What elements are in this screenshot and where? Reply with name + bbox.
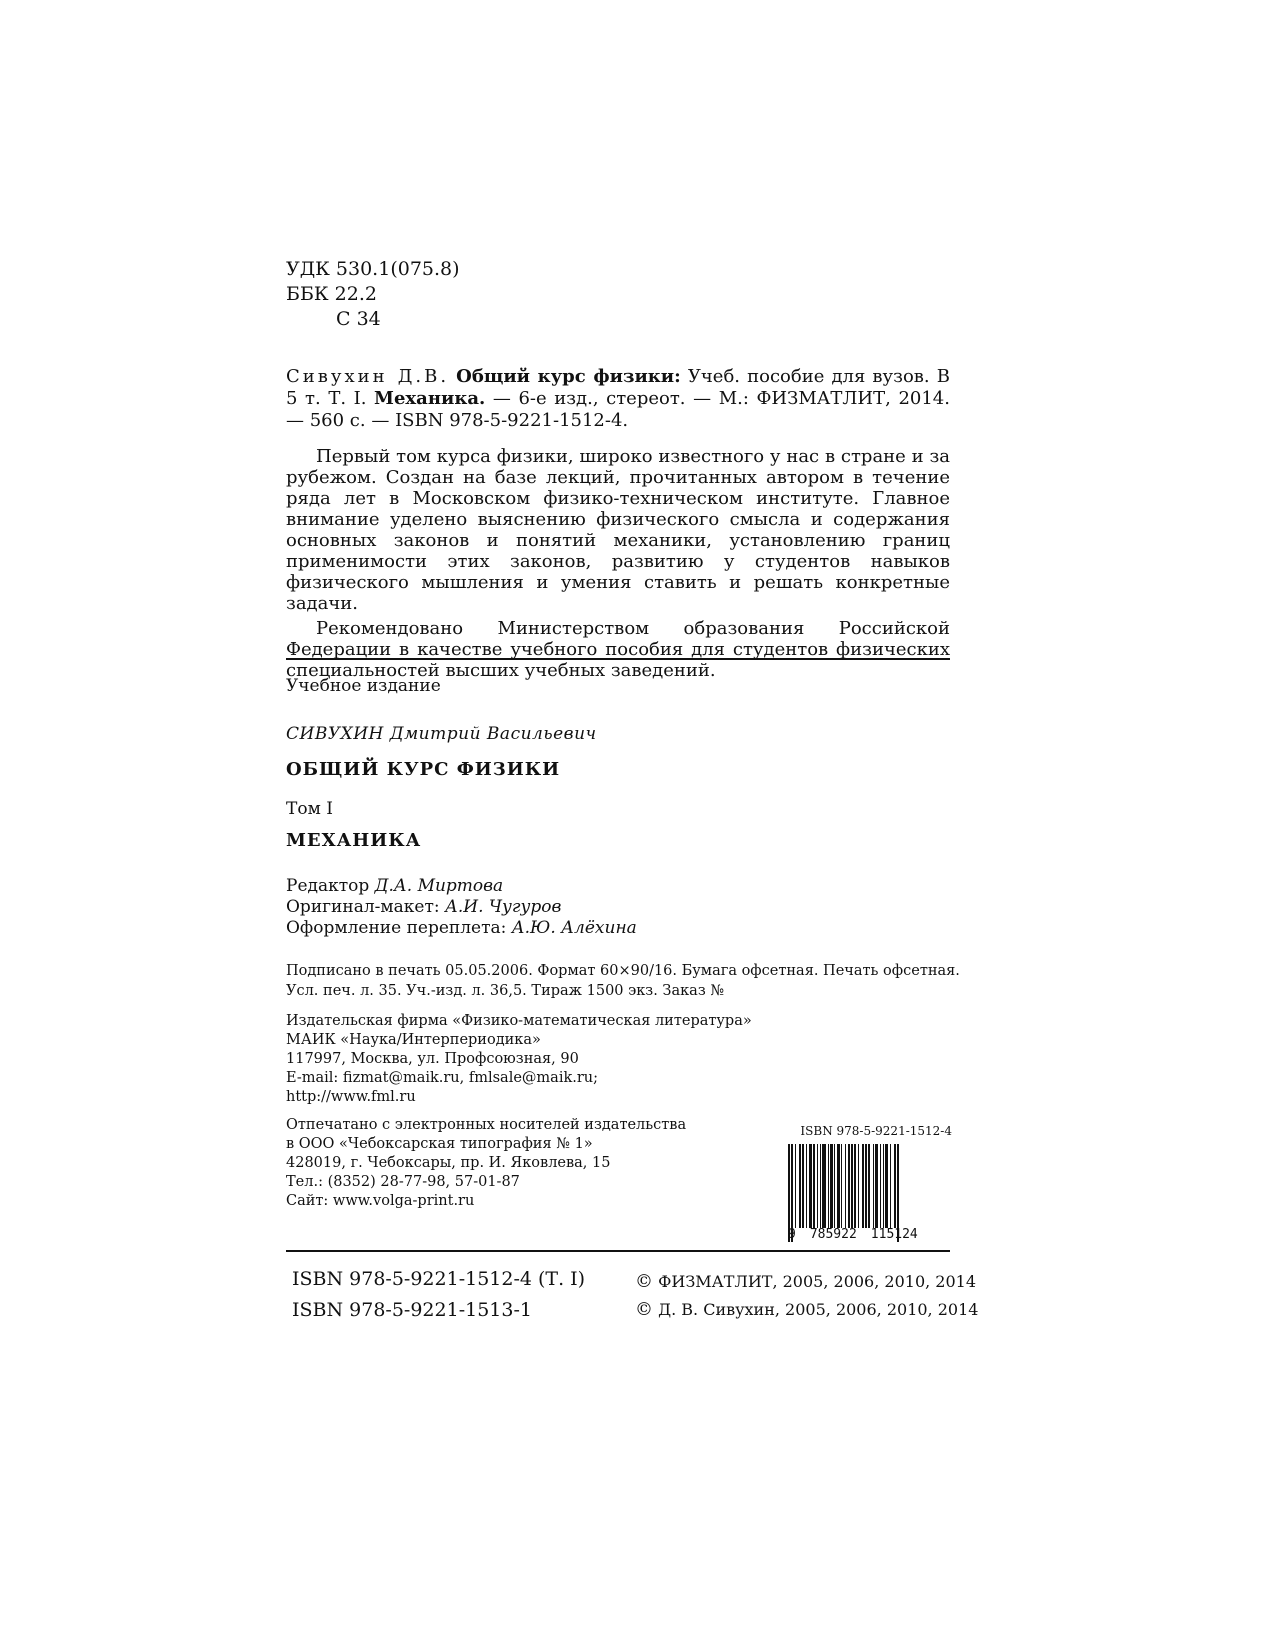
book-title: ОБЩИЙ КУРС ФИЗИКИ: [286, 759, 561, 780]
biblio-part1: Учеб. пособие для вузов. В 5 т.: [286, 366, 950, 409]
barcode-digit-first: 9: [788, 1227, 796, 1242]
copyright-icon: ©: [635, 1299, 653, 1320]
classification-codes: [286, 257, 950, 332]
edition-type: Учебное издание: [286, 676, 441, 696]
biblio-volume: Механика.: [374, 388, 486, 409]
copyright-notices: [635, 1268, 979, 1324]
publisher-info: [286, 1012, 950, 1107]
divider-bottom: [286, 1250, 950, 1252]
printer-website: Сайт: www.volga-print.ru: [286, 1193, 475, 1209]
barcode-digits: [788, 1228, 952, 1242]
bbk-code: ББК 22.2: [286, 283, 377, 305]
publisher-email: E-mail: fizmat@maik.ru, fmlsale@maik.ru;: [286, 1070, 599, 1086]
annotation-paragraph-2: Рекомендовано Министерством образования Российской Федерации в качестве учебного пособия для студентов физических специальностей высших учебных заведений.: [286, 618, 950, 681]
isbn-set: ISBN 978-5-9221-1513-1: [292, 1299, 532, 1321]
volume-label: Том I: [286, 799, 333, 819]
isbn-volume: ISBN 978-5-9221-1512-4 (Т. I): [292, 1268, 586, 1290]
barcode-digits-right: 115124: [870, 1227, 918, 1242]
publisher-line-2: МАИК «Наука/Интерпериодика»: [286, 1032, 541, 1048]
copyright-publisher-text: ФИЗМАТЛИТ, 2005, 2006, 2010, 2014: [658, 1272, 977, 1291]
copyright-author-text: Д. В. Сивухин, 2005, 2006, 2010, 2014: [658, 1300, 979, 1319]
cover-label: Оформление переплета:: [286, 918, 507, 938]
print-info-line-1: Подписано в печать 05.05.2006. Формат 60×90/16. Бумага офсетная. Печать офсетная.: [286, 963, 960, 979]
annotation: [286, 446, 950, 685]
publisher-website: http://www.fml.ru: [286, 1089, 416, 1105]
printer-phone: Тел.: (8352) 28-77-98, 57-01-87: [286, 1174, 520, 1190]
barcode-bar: [899, 1144, 900, 1228]
copyright-publisher: [635, 1268, 977, 1296]
publisher-line-3: 117997, Москва, ул. Профсоюзная, 90: [286, 1051, 579, 1067]
credit-cover: [286, 918, 950, 939]
editor-name: Д.А. Миртова: [374, 876, 504, 896]
author-code: С 34: [336, 308, 381, 330]
printer-line-1: Отпечатано с электронных носителей издательства: [286, 1117, 687, 1133]
credits: [286, 876, 950, 939]
editor-label: Редактор: [286, 876, 370, 896]
copyright-author: [635, 1296, 979, 1324]
biblio-part3: — 6-е изд., стереот. — М.: ФИЗМАТЛИТ, 2014. — 560 с. —: [286, 388, 950, 431]
layout-name: А.И. Чугуров: [444, 897, 562, 917]
credit-editor: [286, 876, 950, 897]
printer-info: [286, 1116, 706, 1211]
printer-line-3: 428019, г. Чебоксары, пр. И. Яковлева, 15: [286, 1155, 611, 1171]
barcode-digits-left: 785922: [809, 1227, 857, 1242]
cover-name: А.Ю. Алёхина: [511, 918, 637, 938]
volume-title: МЕХАНИКА: [286, 830, 422, 851]
credit-layout: [286, 897, 950, 918]
print-info-line-2: Усл. печ. л. 35. Уч.-изд. л. 36,5. Тираж 1500 экз. Заказ №: [286, 983, 725, 999]
biblio-part2: Т. I.: [328, 388, 375, 409]
isbn-barcode: [788, 1124, 952, 1242]
udk-code: УДК 530.1(075.8): [286, 258, 460, 280]
printer-line-2: в ООО «Чебоксарская типография № 1»: [286, 1136, 593, 1152]
copyright-icon: ©: [635, 1271, 653, 1292]
print-info: [286, 961, 960, 1001]
biblio-isbn: ISBN 978-5-9221-1512-4.: [395, 410, 629, 431]
isbn-list: [292, 1264, 585, 1326]
annotation-paragraph-1: Первый том курса физики, широко известного у нас в стране и за рубежом. Создан на базе лекций, прочитанных автором в течение ряда лет в Московском физико-техническом институте. Главное внимание уделено выяснению физического смысла и содержания основных законов и понятий механики, установлению границ применимости этих законов, развитию у студентов навыков физического мышления и умения ставить и решать конкретные задачи.: [286, 446, 950, 614]
author-full-name: СИВУХИН Дмитрий Васильевич: [286, 724, 597, 744]
publisher-line-1: Издательская фирма «Физико-математическая литература»: [286, 1013, 752, 1029]
biblio-author: Сивухин Д.В.: [286, 366, 450, 387]
biblio-title: Общий курс физики:: [456, 366, 681, 387]
divider-top: [286, 658, 950, 660]
bibliographic-description: [286, 366, 950, 432]
barcode-isbn-text: ISBN 978-5-9221-1512-4: [800, 1124, 952, 1138]
layout-label: Оригинал-макет:: [286, 897, 440, 917]
